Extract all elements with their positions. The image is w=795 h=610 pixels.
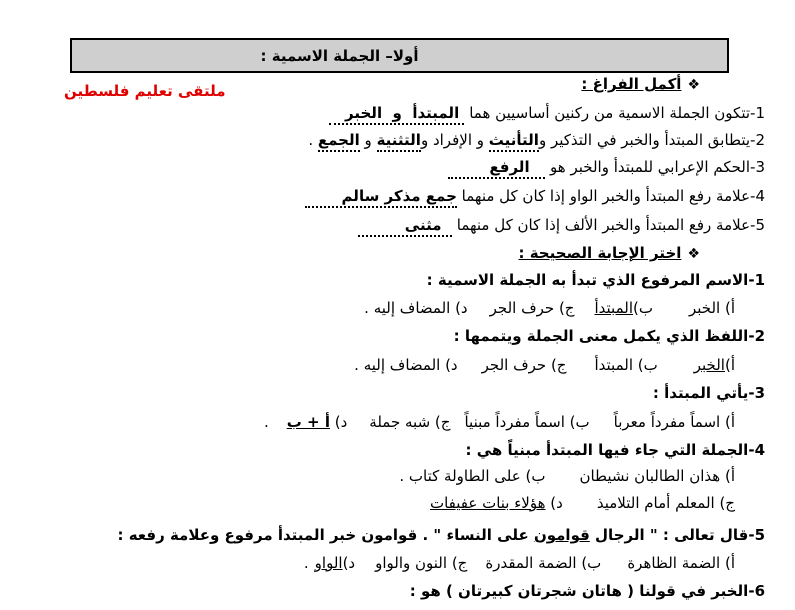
question-6 xyxy=(410,581,765,601)
question-2-options xyxy=(354,355,735,375)
item-number: 2- xyxy=(750,131,765,149)
fill-item-1 xyxy=(329,103,765,123)
item-text: يتطابق المبتدأ والخبر في التذكير و xyxy=(538,131,751,149)
option-b: ب) اسماً مفرداً مبنياً xyxy=(464,413,590,431)
option-c: ج) حرف الجر xyxy=(481,356,567,374)
answer: مثنى xyxy=(404,216,442,234)
section2-heading xyxy=(518,243,700,264)
option-c: ج) المعلم أمام التلاميذ xyxy=(596,494,735,512)
option-b: ب) على الطاولة كتاب . xyxy=(399,467,546,485)
diamond-bullet-icon: ❖ xyxy=(687,246,700,262)
answer: المبتدأ xyxy=(412,104,460,122)
answer-blank xyxy=(358,216,452,237)
section2-heading-text: اختر الإجابة الصحيحة : xyxy=(518,244,682,262)
option-d-letter: د) xyxy=(334,413,348,431)
option-c: ج) شبه جملة xyxy=(369,413,451,431)
item-text: علامة رفع المبتدأ والخبر الألف إذا كان كل منهما xyxy=(456,216,751,234)
section1-heading-text: أكمل الفراغ : xyxy=(581,75,682,93)
diamond-bullet-icon: ❖ xyxy=(687,77,700,93)
item-end: . xyxy=(308,131,314,149)
answer-sep: و xyxy=(392,104,402,122)
answer: جمع مذكر سالم xyxy=(341,187,457,205)
brand-label: ملتقى تعليم فلسطين xyxy=(64,82,226,100)
option-d-correct: هؤلاء بنات عفيفات xyxy=(429,494,546,512)
option-d-correct: أ + ب xyxy=(286,413,330,431)
page-title: أولا– الجملة الاسمية : xyxy=(260,47,419,65)
answer-blank xyxy=(329,104,464,125)
option-d: د) المضاف إليه . xyxy=(354,356,458,374)
option-d-letter: د) xyxy=(342,554,356,572)
item-text: علامة رفع المبتدأ والخبر الواو إذا كان كل منهما xyxy=(461,187,751,205)
question-1-options xyxy=(364,298,735,318)
option-a-letter: أ) xyxy=(724,356,735,374)
question-number: 5- xyxy=(748,526,765,544)
question-number: 2- xyxy=(748,327,765,345)
fill-item-3 xyxy=(448,157,765,177)
question-text: الخبر في قولنا ( هاتان شجرتان كبيرتان ) هو : xyxy=(409,582,749,600)
section1-heading xyxy=(581,74,700,95)
option-a: أ) هذان الطالبان نشيطان xyxy=(579,467,735,485)
option-d-correct: الواو xyxy=(314,554,343,572)
item-number: 1- xyxy=(750,104,765,122)
item-text: تتكون الجملة الاسمية من ركنين أساسيين هما xyxy=(469,104,751,122)
question-5-options xyxy=(304,553,735,573)
option-end: . xyxy=(303,554,309,572)
question-text: اللفظ الذي يكمل معنى الجملة ويتممها : xyxy=(453,327,749,345)
answer: التأنيث xyxy=(489,131,539,152)
answer: التثنية xyxy=(377,131,421,152)
option-b-letter: ب) xyxy=(633,299,653,317)
question-1 xyxy=(427,270,765,290)
question-4-options-row1 xyxy=(399,466,735,486)
item-number: 4- xyxy=(750,187,765,205)
question-text: قال تعالى : " الرجال xyxy=(595,526,749,544)
item-number: 5- xyxy=(750,216,765,234)
answer-sep: و xyxy=(364,131,372,149)
question-text: على النساء " . قوامون خبر المبتدأ مرفوع وعلامة رفعه : xyxy=(117,526,529,544)
question-text: الجملة التي جاء فيها المبتدأ مبنياً هي : xyxy=(465,441,749,459)
option-a: أ) الضمة الظاهرة xyxy=(627,554,735,572)
question-highlight: قوامون xyxy=(533,526,590,544)
answer-blank xyxy=(305,187,457,208)
question-number: 3- xyxy=(748,384,765,402)
option-a-correct: الخبر xyxy=(693,356,725,374)
option-c: ج) حرف الجر xyxy=(489,299,575,317)
item-number: 3- xyxy=(750,158,765,176)
question-4 xyxy=(466,440,766,460)
option-b-correct: المبتدأ xyxy=(594,299,633,317)
option-a: أ) الخبر xyxy=(688,299,735,317)
question-3 xyxy=(653,383,765,403)
fill-item-2 xyxy=(308,130,765,150)
question-number: 4- xyxy=(748,441,765,459)
option-b: ب) المبتدأ xyxy=(594,356,658,374)
fill-item-4 xyxy=(305,186,765,206)
question-text: الاسم المرفوع الذي تبدأ به الجملة الاسمية : xyxy=(426,271,749,289)
option-end: . xyxy=(263,413,269,431)
answer: الخبر xyxy=(345,104,383,122)
item-text: و الإفراد و xyxy=(420,131,484,149)
question-number: 1- xyxy=(748,271,765,289)
answer-blank xyxy=(448,158,546,179)
question-2 xyxy=(454,326,765,346)
option-d-letter: د) xyxy=(550,494,563,512)
question-4-options-row2 xyxy=(430,493,735,513)
question-3-options xyxy=(264,412,735,432)
item-text: الحكم الإعرابي للمبتدأ والخبر هو xyxy=(550,158,751,176)
fill-item-5 xyxy=(358,215,765,235)
option-c: ج) النون والواو xyxy=(375,554,468,572)
question-number: 6- xyxy=(748,582,765,600)
option-a: أ) اسماً مفرداً معرباً xyxy=(613,413,735,431)
option-b: ب) الضمة المقدرة xyxy=(485,554,602,572)
question-text: يأتي المبتدأ : xyxy=(652,384,749,402)
question-5 xyxy=(117,525,765,545)
option-d: د) المضاف إليه . xyxy=(364,299,468,317)
answer: الرفع xyxy=(489,158,530,176)
title-box xyxy=(70,38,729,73)
answer: الجمع xyxy=(318,131,360,152)
